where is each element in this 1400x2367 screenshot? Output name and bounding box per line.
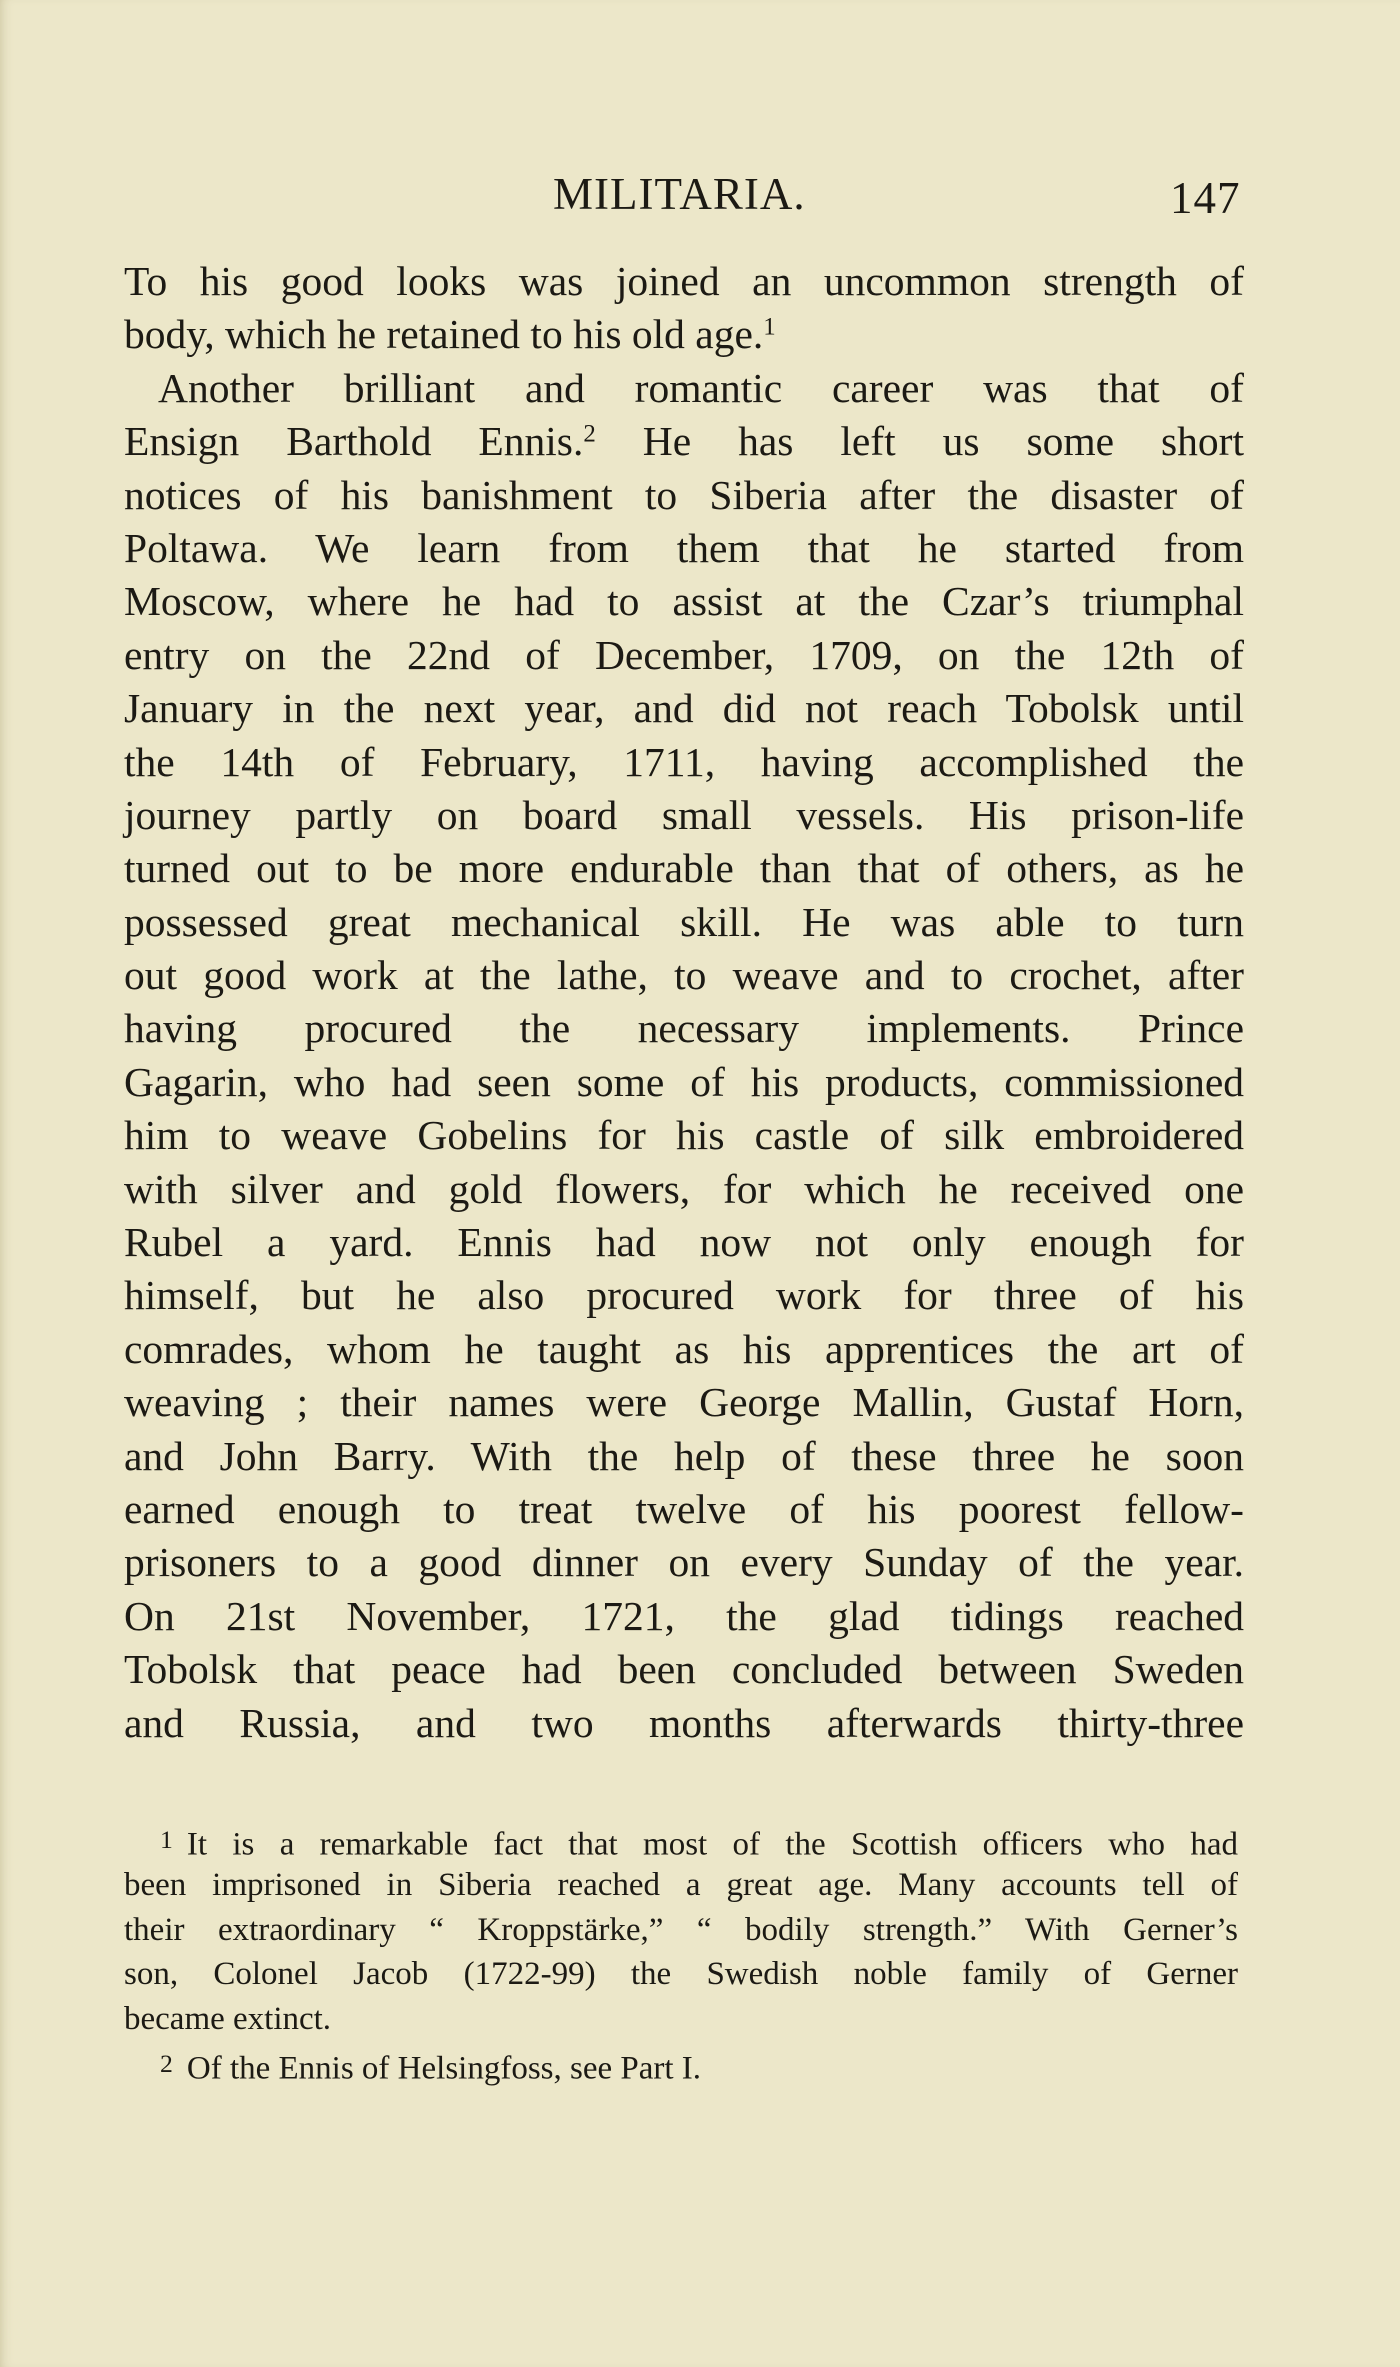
text-line: Poltawa. We learn from them that he started from <box>124 524 1244 571</box>
text-line: Gagarin, who had seen some of his products, commissioned <box>124 1058 1244 1105</box>
text-line: having procured the necessary implements. Prince <box>124 1005 1244 1052</box>
footnote-2 <box>124 2042 1238 2087</box>
text-line: entry on the 22nd of December, 1709, on the 12th of <box>124 631 1244 678</box>
text-line: Ensign Barthold Ennis.$^2$ He has left us some short <box>124 418 1244 465</box>
text-line: Tobolsk that peace had been concluded between Sweden <box>124 1646 1244 1693</box>
text-line: him to weave Gobelins for his castle of silk embroidered <box>124 1112 1244 1159</box>
text-line: prisoners to a good dinner on every Sunday of the year. <box>124 1539 1244 1586</box>
text-line: earned enough to treat twelve of his poorest fellow- <box>124 1485 1244 1532</box>
footnotes <box>124 1818 1238 2087</box>
text-line: journey partly on board small vessels. His prison-life <box>124 791 1244 838</box>
text-line: and John Barry. With the help of these three he soon <box>124 1432 1244 1479</box>
text-line: Rubel a yard. Ennis had now not only enough for <box>124 1219 1244 1266</box>
footnote-line: son, Colonel Jacob (1722-99) the Swedish noble family of Gerner <box>124 1956 1238 1993</box>
text-line: notices of his banishment to Siberia after the disaster of <box>124 471 1244 518</box>
text-line: weaving ; their names were George Mallin, Gustaf Horn, <box>124 1379 1244 1426</box>
text-line: January in the next year, and did not reach Tobolsk until <box>124 685 1244 732</box>
text-line: the 14th of February, 1711, having accomplished the <box>124 738 1244 785</box>
text-line: To his good looks was joined an uncommon strength of <box>124 258 1244 304</box>
footnote-marker: 2 <box>160 2048 173 2078</box>
text-line: Moscow, where he had to assist at the Czar’s triumphal <box>124 578 1244 625</box>
footnote-line: 2 Of the Ennis of Helsingfoss, see Part I. <box>160 2048 702 2087</box>
footnote-reference[interactable]: 2 <box>583 420 596 448</box>
text-line: out good work at the lathe, to weave and to crochet, after <box>124 952 1244 999</box>
running-header <box>0 168 1400 228</box>
text-line: On 21st November, 1721, the glad tidings reached <box>124 1592 1244 1639</box>
footnote-reference[interactable]: 1 <box>763 313 776 341</box>
text-line: comrades, whom he taught as his apprentices the art of <box>124 1325 1244 1372</box>
page-number: 147 <box>1170 173 1241 223</box>
footnote-line: 1 It is a remarkable fact that most of the Scottish officers who had <box>160 1825 1238 1863</box>
footnote-line: been imprisoned in Siberia reached a great age. Many accounts tell of <box>124 1866 1238 1903</box>
footnote-1 <box>124 1818 1238 2042</box>
footnote-line: their extraordinary “ Kroppstärke,” “ bodily strength.” With Gerner’s <box>124 1911 1238 1948</box>
text-line: body, which he retained to his old age.$^1$ <box>124 311 776 358</box>
footnote-line: became extinct. <box>124 2001 332 2038</box>
footnote-marker: 1 <box>160 1825 173 1854</box>
paragraph-start-line: Another brilliant and romantic career was that of <box>158 364 1244 411</box>
text-line: possessed great mechanical skill. He was able to turn <box>124 898 1244 945</box>
main-text <box>124 255 1244 1750</box>
text-line: turned out to be more endurable than that of others, as he <box>124 845 1244 892</box>
text-line: and Russia, and two months afterwards thirty-three <box>124 1699 1244 1746</box>
running-title: MILITARIA. <box>553 169 806 219</box>
text-line: himself, but he also procured work for three of his <box>124 1272 1244 1319</box>
text-line: with silver and gold flowers, for which he received one <box>124 1165 1244 1212</box>
